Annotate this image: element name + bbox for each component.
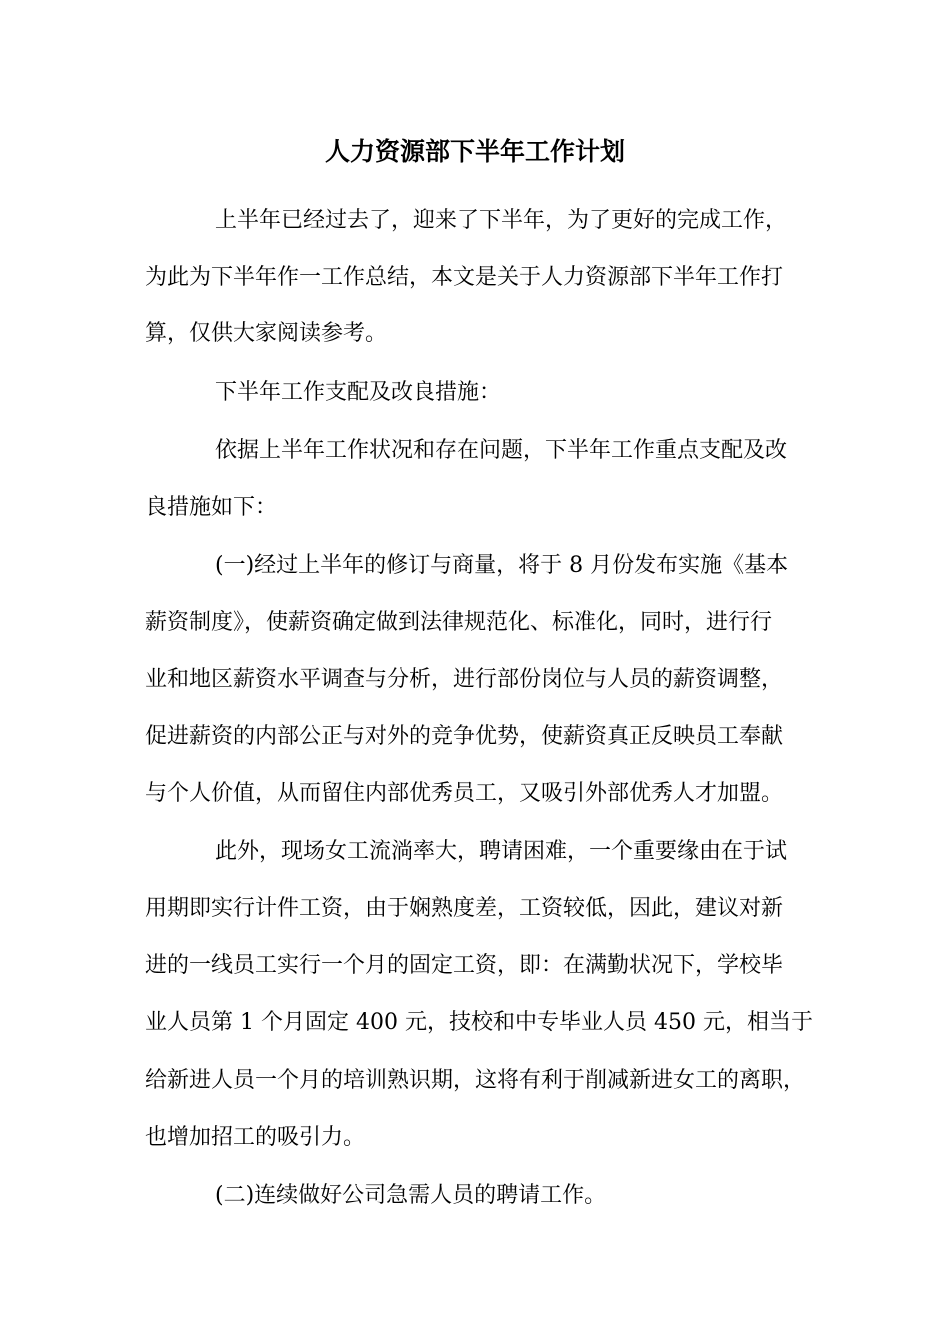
paragraph-line: 促进薪资的内部公正与对外的竞争优势，使薪资真正反映员工奉献	[145, 724, 784, 749]
paragraph-line: 给新进人员一个月的培训熟识期，这将有利于削减新进女工的离职，	[145, 1068, 806, 1093]
paragraph-line: 与个人价值，从而留住内部优秀员工，又吸引外部优秀人才加盟。	[145, 781, 784, 806]
paragraph-line: 为此为下半年作一工作总结，本文是关于人力资源部下半年工作打	[145, 265, 784, 290]
paragraph-line: 良措施如下：	[145, 495, 278, 520]
paragraph-line: (二)连续做好公司急需人员的聘请工作。	[215, 1183, 607, 1208]
document-title: 人力资源部下半年工作计划	[324, 137, 625, 166]
paragraph-line: 下半年工作支配及改良措施：	[215, 380, 502, 405]
paragraph-line: (一)经过上半年的修订与商量，将于 8 月份发布实施《基本	[215, 553, 789, 578]
paragraph-line: 用期即实行计件工资，由于娴熟度差，工资较低，因此，建议对新	[145, 896, 784, 921]
paragraph-line: 此外，现场女工流淌率大，聘请困难，一个重要缘由在于试	[215, 839, 788, 864]
paragraph-line: 算，仅供大家阅读参考。	[145, 321, 388, 346]
paragraph-line: 依据上半年工作状况和存在问题，下半年工作重点支配及改	[215, 438, 788, 463]
paragraph-line: 薪资制度》，使薪资确定做到法律规范化、标准化，同时，进行行	[145, 610, 773, 635]
paragraph-line: 业和地区薪资水平调查与分析，进行部份岗位与人员的薪资调整，	[145, 667, 784, 692]
paragraph-line: 进的一线员工实行一个月的固定工资，即：在满勤状况下，学校毕	[145, 953, 784, 978]
paragraph-line: 也增加招工的吸引力。	[145, 1125, 366, 1150]
paragraph-line: 上半年已经过去了，迎来了下半年，为了更好的完成工作，	[215, 208, 788, 233]
paragraph-line: 业人员第 1 个月固定 400 元，技校和中专毕业人员 450 元，相当于	[145, 1010, 813, 1035]
